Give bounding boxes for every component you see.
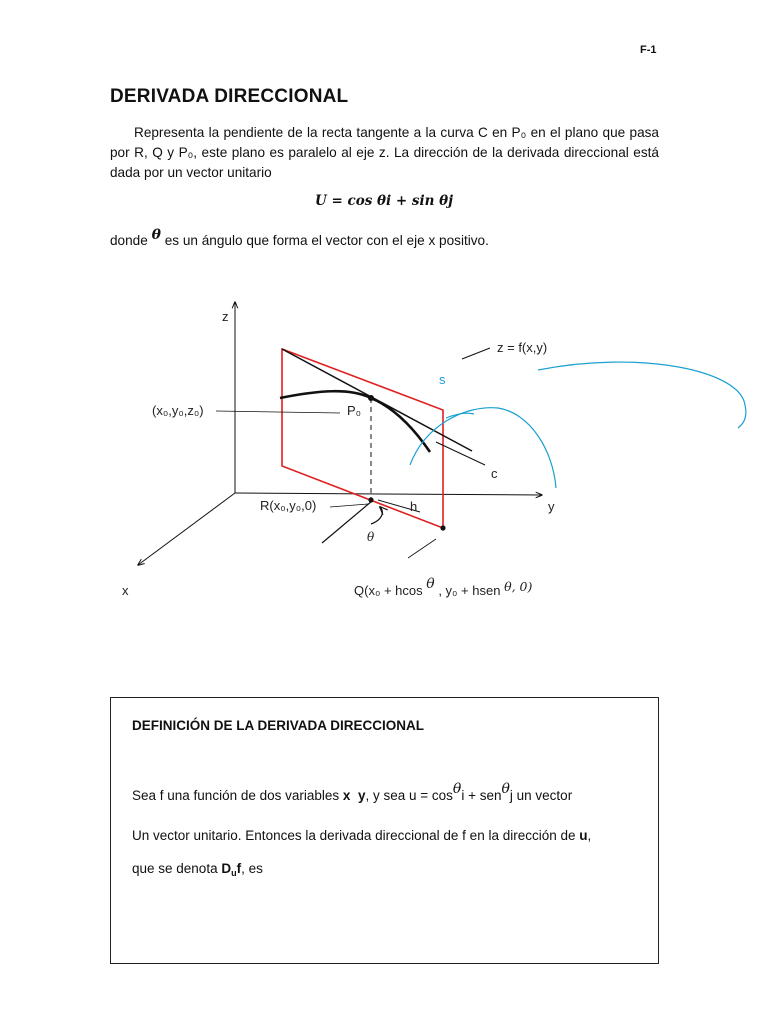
r-label: R(x₀,y₀,0) [260,498,317,513]
directional-derivative-diagram [0,290,768,620]
y-axis-line [235,493,542,495]
q-prefix: Q(x₀ + hcos [354,583,423,598]
def-du-f: f [236,861,242,876]
curve-c [280,391,430,452]
curve-c-label: c [491,466,498,481]
definition-line-2: Un vector unitario. Entonces la derivada direccional de f en la dirección de u, [132,828,592,843]
def-du-d: D [221,861,232,876]
surface-label: z = f(x,y) [497,340,548,355]
theta-vector-line [322,501,372,543]
page-title: DERIVADA DIRECCIONAL [110,86,349,107]
donde-prefix: donde [110,233,148,248]
surface-curve-right [538,362,746,428]
def-l1-b: , y sea u = cos [365,788,453,803]
page-number: F-1 [640,44,657,56]
def-var-y: y [357,788,366,803]
q-leader [408,539,436,558]
q-theta-1: θ [426,576,435,592]
s-label: s [439,372,446,387]
q-point [440,525,445,530]
y-axis-label: y [548,499,555,514]
q-suffix: θ, 0) [504,579,533,594]
q-mid: , y₀ + hsen [438,583,501,598]
def-var-u: u [579,828,588,843]
z-axis-label: z [222,309,229,324]
def-var-x: x [342,788,351,803]
definition-title: DEFINICIÓN DE LA DERIVADA DIRECCIONAL [132,718,425,733]
def-l2-a: Un vector unitario. Entonces la derivada direccional de f en la dirección de [132,828,576,843]
intro-paragraph: Representa la pendiente de la recta tangente a la curva C en P₀ en el plano que pasa por R, Q y P₀, este plano es paralelo al eje z. La dirección de la derivada direccional está dada por un vector unitario [110,125,659,180]
definition-box [110,697,659,964]
definition-line-3 [132,861,263,876]
def-l1-a: Sea f una función de dos variables [132,788,340,803]
def-du-sub: u [231,868,237,878]
theta-explanation [110,227,489,249]
unit-vector-formula: U = cos θi + sin θj [315,193,453,209]
x-axis-label: x [122,583,129,598]
definition-line-1 [132,781,573,804]
def-l3-a: que se denota [132,861,218,876]
def-l3-b: , es [241,861,263,876]
def-theta-1: θ [452,781,462,797]
surface-curve-left [410,408,556,488]
def-l1-c: i + sen [461,788,502,803]
x-axis-line [138,493,235,565]
surface-leader [462,348,490,359]
theta-symbol: θ [151,227,161,243]
r-leader [330,504,368,507]
def-theta-2: θ [501,781,510,797]
point3d-label: (x₀,y₀,z₀) [152,403,204,418]
def-l1-d: j un vector [509,788,573,803]
theta-label: θ [367,530,375,544]
h-label: h [410,499,418,514]
q-label [354,576,532,598]
donde-suffix: es un ángulo que forma el vector con el eje x positivo. [164,233,489,248]
theta-arc [371,507,382,524]
surface-curve-top [446,413,474,418]
p0-label: P₀ [347,403,362,418]
